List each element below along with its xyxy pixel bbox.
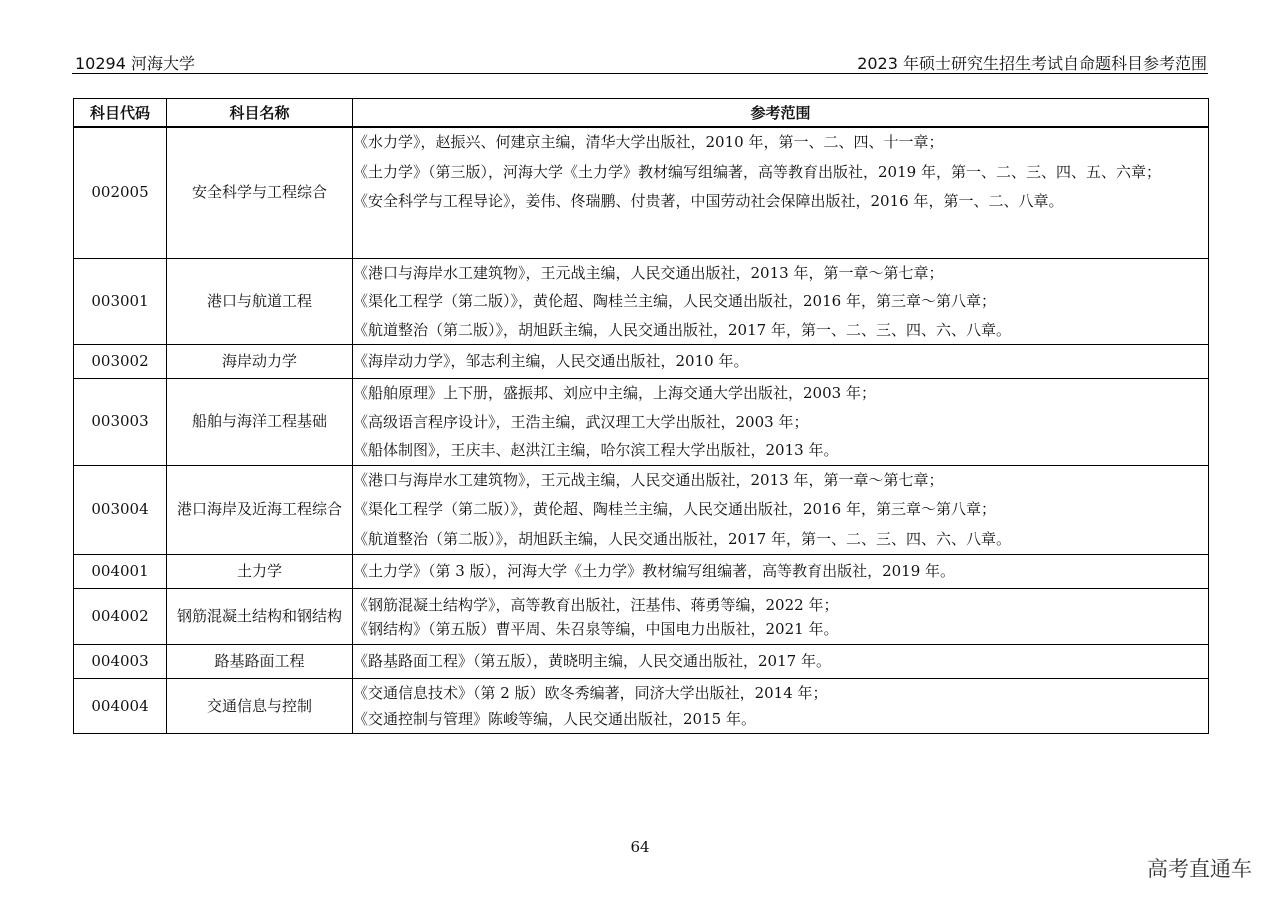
subject-name: 港口海岸及近海工程综合 [167, 465, 353, 555]
reference-item: 《港口与海岸水工建筑物》，王元战主编，人民交通出版社，2013 年，第一章～第七章； [353, 263, 944, 282]
table-row [74, 465, 1209, 555]
reference-table [73, 98, 1209, 734]
subject-name: 船舶与海洋工程基础 [167, 379, 353, 466]
subject-name: 钢筋混凝土结构和钢结构 [167, 589, 353, 645]
table-row [74, 345, 1209, 379]
reference-item: 《安全科学与工程导论》，姜伟、佟瑞鹏、付贵著，中国劳动社会保障出版社，2016 年，第一、二、八章。 [353, 192, 1064, 211]
subject-name: 交通信息与控制 [167, 679, 353, 734]
reference-scope [353, 679, 1209, 734]
column-header-name: 科目名称 [167, 99, 353, 128]
reference-item: 《船舶原理》上下册，盛振邦、刘应中主编，上海交通大学出版社，2003 年； [353, 384, 876, 402]
column-header-code: 科目代码 [74, 99, 167, 128]
table-row [74, 258, 1209, 345]
subject-code: 004002 [74, 589, 167, 645]
reference-item: 《钢结构》（第五版）曹平周、朱召泉等编，中国电力出版社，2021 年。 [353, 619, 839, 638]
reference-item: 《土力学》（第三版），河海大学《土力学》教材编写组编著，高等教育出版社，2019 年，第一、二、三、四、五、六章； [353, 162, 1161, 181]
reference-scope [353, 258, 1209, 345]
table-row [74, 379, 1209, 466]
table-row [74, 645, 1209, 679]
reference-item: 《海岸动力学》，邹志利主编，人民交通出版社，2010 年。 [353, 352, 749, 370]
watermark-text: 高考直通车 [1147, 857, 1252, 881]
page-number: 64 [630, 838, 650, 856]
header-right: 2023 年硕士研究生招生考试自命题科目参考范围 [857, 54, 1207, 73]
reference-item: 《路基路面工程》（第五版），黄晓明主编，人民交通出版社，2017 年。 [353, 652, 831, 670]
subject-code: 003004 [74, 465, 167, 555]
table-row [74, 679, 1209, 734]
reference-item: 《船体制图》，王庆丰、赵洪江主编，哈尔滨工程大学出版社，2013 年。 [353, 441, 839, 459]
subject-name: 土力学 [167, 555, 353, 589]
column-header-refs: 参考范围 [353, 99, 1209, 128]
reference-scope [353, 589, 1209, 645]
subject-name: 安全科学与工程综合 [167, 127, 353, 258]
reference-item: 《航道整治（第二版）》，胡旭跃主编，人民交通出版社，2017 年，第一、二、三、四、六、八章。 [353, 529, 1011, 548]
reference-scope [353, 379, 1209, 466]
subject-code: 003001 [74, 258, 167, 345]
subject-code: 002005 [74, 127, 167, 258]
subject-name: 港口与航道工程 [167, 258, 353, 345]
subject-code: 004004 [74, 679, 167, 734]
subject-code: 004001 [74, 555, 167, 589]
reference-item: 《渠化工程学（第二版）》，黄伦超、陶桂兰主编，人民交通出版社，2016 年，第三章～第八章； [353, 500, 996, 518]
reference-item: 《航道整治（第二版）》，胡旭跃主编，人民交通出版社，2017 年，第一、二、三、四、六、八章。 [353, 320, 1011, 339]
header-left: 10294 河海大学 [75, 54, 195, 73]
reference-scope [353, 345, 1209, 379]
reference-item: 《交通控制与管理》陈峻等编，人民交通出版社，2015 年。 [353, 710, 756, 728]
reference-item: 《钢筋混凝土结构学》，高等教育出版社，汪基伟、蒋勇等编，2022 年； [353, 595, 839, 614]
table-row [74, 127, 1209, 258]
reference-scope [353, 465, 1209, 555]
reference-scope [353, 127, 1209, 258]
subject-name: 海岸动力学 [167, 345, 353, 379]
reference-item: 《港口与海岸水工建筑物》，王元战主编，人民交通出版社，2013 年，第一章～第七章； [353, 470, 944, 489]
table-header-row [74, 99, 1209, 128]
reference-item: 《土力学》（第 3 版），河海大学《土力学》教材编写组编著，高等教育出版社，2019 年。 [353, 562, 956, 580]
subject-code: 003003 [74, 379, 167, 466]
reference-item: 《交通信息技术》（第 2 版）欧冬秀编著，同济大学出版社，2014 年； [353, 684, 828, 702]
table-row [74, 589, 1209, 645]
subject-code: 004003 [74, 645, 167, 679]
reference-scope [353, 555, 1209, 589]
reference-scope [353, 645, 1209, 679]
reference-item: 《水力学》，赵振兴、何建京主编，清华大学出版社，2010 年，第一、二、四、十一章； [353, 133, 944, 151]
subject-name: 路基路面工程 [167, 645, 353, 679]
reference-item: 《高级语言程序设计》，王浩主编，武汉理工大学出版社，2003 年； [353, 412, 809, 431]
reference-item: 《渠化工程学（第二版）》，黄伦超、陶桂兰主编，人民交通出版社，2016 年，第三章～第八章； [353, 292, 996, 310]
header-divider [72, 73, 1208, 74]
table-row [74, 555, 1209, 589]
subject-code: 003002 [74, 345, 167, 379]
